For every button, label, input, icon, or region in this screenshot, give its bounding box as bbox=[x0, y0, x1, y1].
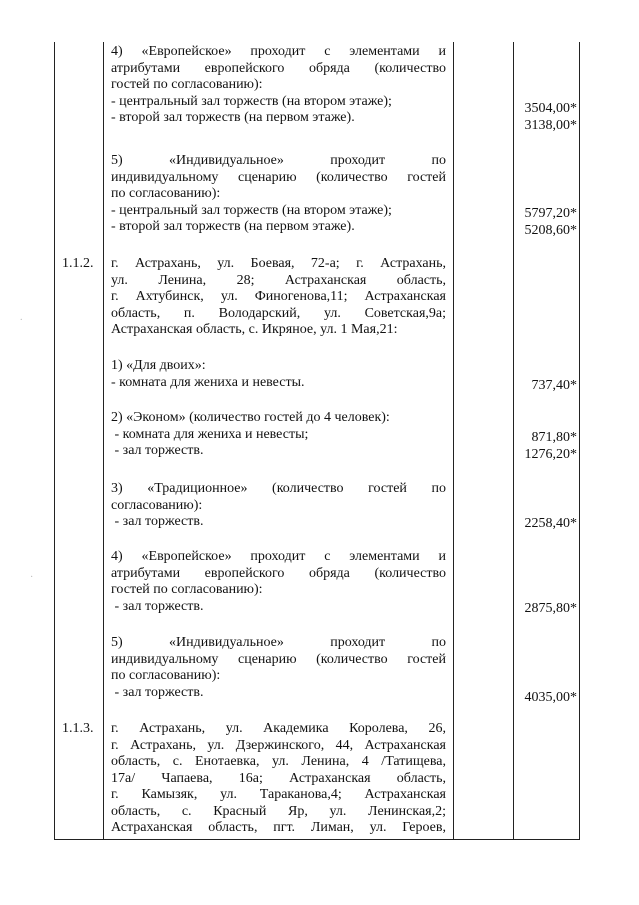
description-block: 3) «Традиционное» (количество гостей по согласованию): - зал торжеств. bbox=[111, 481, 446, 529]
description-block: 2) «Эконом» (количество гостей до 4 человек): - комната для жениха и невесты; - зал торжеств. bbox=[111, 410, 390, 458]
row-number: 1.1.2. bbox=[62, 256, 94, 271]
row-number: 1.1.3. bbox=[62, 721, 94, 736]
table-border-left bbox=[54, 42, 55, 840]
price-value: 3138,00* bbox=[524, 118, 577, 133]
price-value: 3504,00* bbox=[524, 101, 577, 116]
description-block: 4) «Европейское» проходит с элементами и атрибутами европейского обряда (количество гостей по согласованию): - зал торжеств. bbox=[111, 549, 446, 614]
table-border-right bbox=[579, 42, 580, 840]
price-value: 2258,40* bbox=[524, 516, 577, 531]
table-divider-extra bbox=[513, 42, 514, 840]
price-value: 2875,80* bbox=[524, 601, 577, 616]
description-block: 1) «Для двоих»: - комната для жениха и невесты. bbox=[111, 358, 305, 390]
price-value: 4035,00* bbox=[524, 690, 577, 705]
scan-speck: · bbox=[30, 572, 34, 583]
address-block: г. Астрахань, ул. Боевая, 72-а; г. Астрахань, ул. Ленина, 28; Астраханская область, г. Ахтубинск, ул. Финогенова,11; Астраханская область, п. Володарский, ул. Советская,9а; Астраханская область, с. Икряное, ул. 1 Мая,21: bbox=[111, 256, 446, 337]
table-bottom-border bbox=[54, 839, 580, 840]
price-value: 5208,60* bbox=[524, 223, 577, 238]
price-value: 5797,20* bbox=[524, 206, 577, 221]
description-block: 5) «Индивидуальное» проходит по индивидуальному сценарию (количество гостей по согласованию): - зал торжеств. bbox=[111, 635, 446, 700]
description-block: 5) «Индивидуальное» проходит по индивидуальному сценарию (количество гостей по согласованию): - центральный зал торжеств (на втором этаже); - второй зал торжеств (на первом этаже). bbox=[111, 153, 446, 234]
table-divider-number bbox=[103, 42, 104, 840]
description-block: 4) «Европейское» проходит с элементами и атрибутами европейского обряда (количество гостей по согласованию): - центральный зал торжеств (на втором этаже); - второй зал торжеств (на первом этаже). bbox=[111, 44, 446, 125]
price-value: 1276,20* bbox=[524, 447, 577, 462]
address-block: г. Астрахань, ул. Академика Королева, 26, г. Астрахань, ул. Дзержинского, 44, Астраханская область, с. Енотаевка, ул. Ленина, 4 /Татищева, 17а/ Чапаева, 16а; Астраханская область, г. Камызяк, ул. Тараканова,4; Астраханская область, с. Красный Яр, ул. Ленинская,2; Астраханская область, пгт. Лиман, ул. Героев, bbox=[111, 721, 446, 835]
price-value: 737,40* bbox=[531, 378, 577, 393]
table-divider-description bbox=[453, 42, 454, 840]
scan-speck: . bbox=[20, 312, 23, 323]
price-value: 871,80* bbox=[531, 430, 577, 445]
